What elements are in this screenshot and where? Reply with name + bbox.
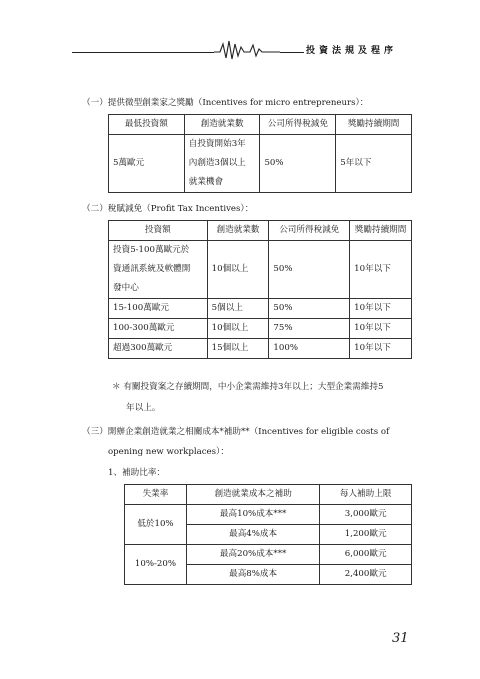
cell-line: 內創造3個以上 [188,158,246,168]
section3-heading-continued: opening new workplaces）： [108,447,229,457]
table-header-row [125,485,412,505]
cap-cell: 2,400歐元 [320,565,412,585]
investment-cell: 100-300萬歐元 [109,319,208,339]
table-row [109,299,412,319]
heartbeat-line-icon [214,38,280,62]
header-rule-left [72,52,214,53]
micro-entrepreneur-table [108,114,412,193]
table-header-cell: 投資額 [109,221,208,241]
jobs-cell: 10個以上 [207,319,269,339]
subsidy-cell: 最高10%成本*** [186,505,319,525]
footnote-line: 年以上。 [126,403,161,413]
table-row [109,241,412,299]
header-rule-right [280,52,304,53]
cap-cell: 6,000歐元 [320,545,412,565]
page-header-title: 投資法規及程序 [306,46,398,56]
table-row [109,135,412,193]
table-header-cell: 獎勵持續期間 [336,115,412,135]
duration-cell: 10年以下 [350,339,412,359]
table-row [109,319,412,339]
section2-heading: （二）稅賦減免（Profit Tax Incentives）： [82,204,254,214]
tax-reduction-cell: 75% [269,319,350,339]
unemployment-rate-cell: 低於10% [125,505,187,545]
unemployment-rate-cell: 10%-20% [125,545,187,585]
section3-heading: （三）開辦企業創造就業之相關成本*補助**（Incentives for eligible costs of [82,427,390,437]
table-header-cell: 最低投資額 [109,115,185,135]
table-header-row [109,221,412,241]
subsidy-rate-subheading: 1、補助比率： [108,468,166,478]
jobs-cell: 15個以上 [207,339,269,359]
page-number: 31 [392,631,409,646]
tax-reduction-cell: 50% [269,299,350,319]
cap-cell: 1,200歐元 [320,525,412,545]
investment-cell: 15-100萬歐元 [109,299,208,319]
duration-cell: 10年以下 [350,241,412,299]
investment-cell [109,241,208,299]
subsidy-cell: 最高20%成本*** [186,545,319,565]
jobs-cell [184,135,260,193]
table-header-cell: 創造就業數 [184,115,260,135]
cell-line: 就業機會 [188,177,224,187]
tax-reduction-cell: 50% [260,135,336,193]
section1-heading: （一）提供微型創業家之獎勵（Incentives for micro entrepreneurs）： [82,98,369,108]
profit-tax-table [108,220,412,359]
table-header-cell: 獎勵持續期間 [350,221,412,241]
duration-cell: 10年以下 [350,319,412,339]
table-header-cell: 公司所得稅減免 [269,221,350,241]
table-header-cell: 失業率 [125,485,187,505]
table-row [125,505,412,525]
table-row [109,339,412,359]
subsidy-cell: 最高4%成本 [186,525,319,545]
cell-line: 資通訊系統及軟體開 [113,264,191,274]
duration-cell: 10年以下 [350,299,412,319]
duration-cell: 5年以下 [336,135,412,193]
tax-reduction-cell: 100% [269,339,350,359]
subsidy-cell: 最高8%成本 [186,565,319,585]
cap-cell: 3,000歐元 [320,505,412,525]
table-header-cell: 創造就業數 [207,221,269,241]
tax-reduction-cell: 50% [269,241,350,299]
jobs-cell: 10個以上 [207,241,269,299]
table-header-row [109,115,412,135]
cell-line: 投資5-100萬歐元於 [113,245,190,255]
subsidy-rate-table [124,484,412,585]
investment-cell: 超過300萬歐元 [109,339,208,359]
table-header-cell: 每人補助上限 [320,485,412,505]
table-header-cell: 公司所得稅減免 [260,115,336,135]
table-row [125,545,412,565]
jobs-cell: 5個以上 [207,299,269,319]
cell-line: 自投資開始3年 [188,139,246,149]
footnote-line: ＊ 有關投資案之存續期間，中小企業需維持3年以上；大型企業需維持5 [112,382,384,392]
cell-line: 發中心 [113,283,139,293]
table-header-cell: 創造就業成本之補助 [186,485,319,505]
min-investment-cell: 5萬歐元 [109,135,185,193]
